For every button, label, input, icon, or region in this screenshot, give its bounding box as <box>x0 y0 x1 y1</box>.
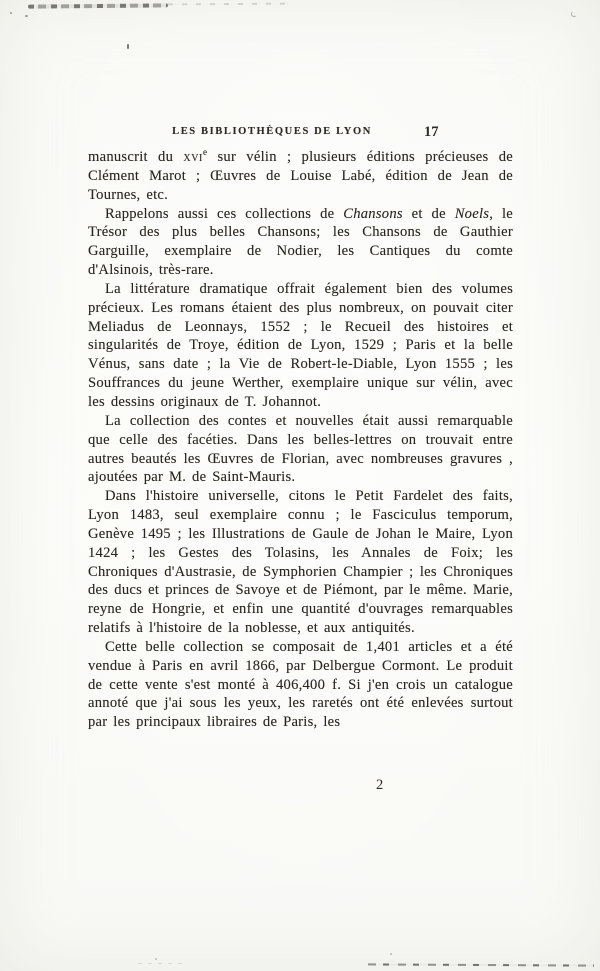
scan-artifact-speck <box>10 12 12 14</box>
paragraph <box>88 412 513 487</box>
paragraph <box>88 487 513 638</box>
paragraph <box>88 148 513 205</box>
scan-artifact-speck <box>390 953 392 955</box>
body-text <box>88 148 513 732</box>
paragraph <box>88 205 513 280</box>
scan-artifact-speck <box>25 15 28 17</box>
text-segment: et de <box>402 205 455 222</box>
text-segment-smallcaps: xvi <box>183 149 203 165</box>
scan-artifact-top-scratch-faint <box>168 3 288 6</box>
text-segment: Rappelons aussi ces collections de <box>105 205 344 222</box>
scan-artifact-top-scratch <box>28 3 168 8</box>
text-segment: La collection des contes et nouvelles était aussi remarquable que celle des facéties. Dans les belles-lettres on trouvait entre autres beautés les Œuvres de Florian, avec nombreuses gravures , ajoutées par M. de Saint-Mauris. <box>88 412 513 486</box>
text-segment: Dans l'histoire universelle, citons le Petit Fardelet des faits, Lyon 1483, seul exemplaire connu ; le Fasciculus temporum, Genève 1495 ; les Illustrations de Gaule de Johan le Maire, Lyon 1424 ; les Gestes des Tolasins, les Annales de Foix; les Chroniques d'Austrasie, de Symphorien Champier ; les Chroniques des ducs et princes de Savoye et de Piémont, par le même. Marie, reyne de Hongrie, et enfin une quantité d'ouvrages remarquables relatifs à l'histoire de la noblesse, et aux antiquités. <box>88 488 513 637</box>
text-segment: Cette belle collection se composait de 1,401 articles et a été vendue à Paris en avril 1866, par Delbergue Cormont. Le produit de cette vente s'est monté à 406,400 f. Si j'en crois un catalogue annoté que j'ai sous les yeux, les raretés ont été enlevées surtout par les principaux libraires de Paris, les <box>88 638 513 731</box>
running-head-title: LES BIBLIOTHÈQUES DE LYON <box>172 126 372 137</box>
text-segment: , le Trésor des plus belles Chansons; les Chansons de Gauthier Garguille, exemplaire de Nodier, les Cantiques du comte d'Alsinois, très-rare. <box>88 205 513 279</box>
scan-artifact-speck <box>155 958 157 960</box>
text-segment-sup: e <box>202 147 208 158</box>
scan-artifact-bottom-dashes <box>368 963 594 966</box>
scan-artifact-speck <box>127 44 129 49</box>
text-segment-italic: Chansons <box>343 205 403 222</box>
text-segment-italic: Noels <box>454 205 490 222</box>
text-segment: sur vélin ; plusieurs éditions précieuses de Clément Marot ; Œuvres de Louise Labé, édition de Jean de Tournes, etc. <box>88 149 513 203</box>
paragraph <box>88 638 513 732</box>
paragraph <box>88 280 513 412</box>
signature-mark: 2 <box>376 777 384 793</box>
scan-artifact-bottom-dashes-faint <box>138 963 186 964</box>
text-segment: La littérature dramatique offrait également bien des volumes précieux. Les romans étaient des plus nombreux, on pouvait citer Meliadus de Leonnays, 1552 ; le Recueil des histoires et singularités de Troye, édition de Lyon, 1529 ; Paris et la belle Vénus, sans date ; la Vie de Robert-le-Diable, Lyon 1555 ; les Souffrances du jeune Werther, exemplaire unique sur vélin, avec les dessins originaux de T. Johannot. <box>88 280 513 410</box>
text-segment: manuscrit du <box>88 149 184 165</box>
scan-artifact-speck <box>571 11 577 17</box>
page-number: 17 <box>424 124 439 140</box>
